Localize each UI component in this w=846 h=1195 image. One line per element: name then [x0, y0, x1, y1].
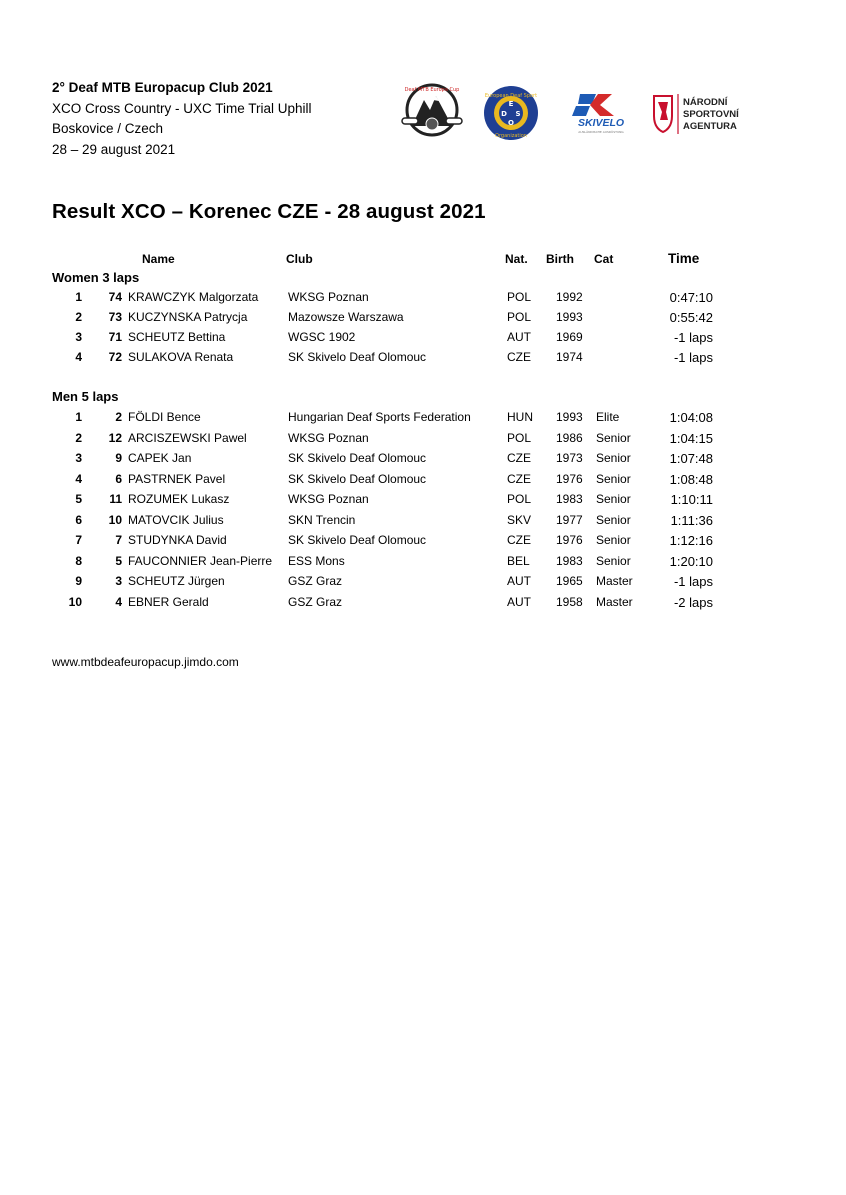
cell-cat: Senior: [596, 430, 631, 445]
cell-name: SULAKOVA Renata: [128, 350, 234, 364]
cell-pos: 5: [75, 492, 82, 506]
cell-name: SCHEUTZ Bettina: [128, 330, 226, 344]
skivelo-logo: [566, 92, 636, 136]
table-row: [0, 310, 846, 330]
cell-birth: 1983: [556, 553, 583, 568]
table-row: [0, 431, 846, 451]
col-header-cat: Cat: [594, 252, 614, 266]
cell-club: SK Skivelo Deaf Olomouc: [288, 533, 427, 547]
nsa-line3: AGENTURA: [683, 121, 737, 132]
cell-club: Hungarian Deaf Sports Federation: [288, 410, 471, 424]
cell-birth: 1977: [556, 512, 583, 527]
edso-logo: [480, 84, 542, 142]
table-row: [0, 350, 846, 370]
event-header: [52, 78, 312, 160]
cell-nat: AUT: [507, 574, 531, 588]
cell-pos: 2: [75, 310, 82, 324]
cell-time: 0:55:42: [669, 310, 713, 325]
cell-pos: 3: [75, 451, 82, 465]
cell-nat: SKV: [507, 512, 532, 527]
cell-club: SK Skivelo Deaf Olomouc: [288, 451, 427, 465]
cell-nat: AUT: [507, 594, 531, 609]
cell-nat: POL: [507, 310, 532, 324]
women-section-label: Women 3 laps: [52, 270, 140, 285]
men-section-label: Men 5 laps: [52, 389, 119, 404]
edso-letter-s: S: [515, 110, 521, 118]
col-header-time: Time: [668, 251, 700, 266]
cell-cat: Senior: [596, 553, 631, 568]
cell-cat: Senior: [596, 471, 631, 486]
cell-pos: 1: [75, 290, 82, 304]
cell-pos: 3: [75, 330, 82, 344]
cell-num: 7: [115, 533, 122, 547]
col-header-birth: Birth: [546, 252, 574, 266]
deaf-mtb-logo-text: Deaf MTB Europa Cup: [404, 87, 460, 93]
cell-club: SKN Trencin: [288, 512, 356, 527]
cell-num: 74: [108, 290, 122, 304]
cell-time: 1:12:16: [669, 533, 713, 548]
cell-name: FÖLDI Bence: [128, 410, 201, 424]
cell-birth: 1974: [556, 350, 583, 364]
cell-pos: 8: [75, 553, 82, 568]
table-row: [0, 451, 846, 471]
cell-nat: CZE: [507, 451, 531, 465]
cell-pos: 6: [75, 512, 82, 527]
cell-cat: Master: [596, 594, 633, 609]
cell-name: MATOVCIK Julius: [128, 512, 224, 527]
cell-name: ARCISZEWSKI Pawel: [128, 430, 247, 445]
cell-birth: 1992: [556, 290, 583, 304]
cell-num: 5: [115, 553, 122, 568]
cell-club: GSZ Graz: [288, 574, 343, 588]
cell-birth: 1969: [556, 330, 583, 344]
nsa-logo: [650, 90, 760, 138]
cell-cat: Senior: [596, 533, 631, 547]
cell-time: 1:07:48: [669, 451, 713, 466]
cell-pos: 1: [75, 410, 82, 424]
cell-nat: POL: [507, 290, 532, 304]
event-dates: 28 – 29 august 2021: [52, 141, 176, 157]
results-title: Result XCO – Korenec CZE - 28 august 2021: [52, 200, 486, 223]
table-row: [0, 330, 846, 350]
footer-website: www.mtbdeafeuropacup.jimdo.com: [52, 655, 239, 669]
cell-birth: 1973: [556, 451, 583, 465]
cell-cat: Senior: [596, 451, 631, 465]
cell-name: STUDYNKA David: [128, 533, 227, 547]
cell-cat: Senior: [596, 492, 631, 506]
table-row: [0, 574, 846, 594]
cell-pos: 10: [68, 594, 82, 609]
cell-num: 73: [108, 310, 122, 324]
cell-nat: CZE: [507, 471, 531, 486]
cell-time: 1:11:36: [670, 512, 713, 528]
cell-nat: CZE: [507, 533, 531, 547]
cell-nat: BEL: [507, 553, 530, 568]
cell-time: 1:04:08: [669, 410, 713, 425]
edso-letter-d: D: [501, 110, 507, 118]
cell-pos: 4: [75, 471, 82, 486]
table-row: [0, 410, 846, 430]
skivelo-wordmark: SKIVELO: [577, 117, 625, 129]
cell-time: 1:20:10: [669, 553, 713, 569]
cell-birth: 1976: [556, 533, 583, 547]
table-row: [0, 472, 846, 492]
table-row: [0, 492, 846, 512]
deaf-mtb-europacup-logo: [400, 82, 464, 142]
cell-name: EBNER Gerald: [128, 594, 209, 609]
cell-pos: 7: [75, 533, 82, 547]
cell-club: ESS Mons: [288, 553, 345, 568]
skivelo-subtitle: AUSLÄNDISCHE AUSRÜSTUNG: [578, 130, 624, 134]
cell-cat: Master: [596, 574, 633, 588]
table-row: [0, 595, 846, 615]
cell-birth: 1983: [556, 492, 583, 506]
cell-num: 4: [115, 594, 122, 609]
col-header-name: Name: [142, 252, 175, 266]
cell-club: WKSG Poznan: [288, 430, 369, 445]
cell-time: 1:04:15: [669, 430, 713, 446]
cell-birth: 1958: [556, 594, 583, 609]
event-location: Boskovice / Czech: [52, 121, 164, 136]
cell-cat: Elite: [596, 410, 620, 424]
cell-nat: HUN: [507, 410, 533, 424]
cell-name: CAPEK Jan: [128, 451, 192, 465]
cell-pos: 4: [75, 350, 82, 364]
cell-num: 3: [115, 574, 122, 588]
cell-num: 11: [109, 492, 122, 506]
edso-bottom-text: Organization: [495, 133, 527, 139]
cell-time: -1 laps: [673, 350, 713, 365]
cell-club: SK Skivelo Deaf Olomouc: [288, 350, 427, 364]
cell-name: KRAWCZYK Malgorzata: [128, 290, 259, 304]
cell-nat: POL: [507, 492, 532, 506]
cell-name: SCHEUTZ Jürgen: [128, 574, 225, 588]
cell-time: -2 laps: [673, 594, 713, 610]
cell-time: 1:10:11: [670, 492, 713, 507]
cell-name: ROZUMEK Lukasz: [128, 492, 230, 506]
cell-num: 9: [115, 451, 122, 465]
cell-club: GSZ Graz: [288, 594, 343, 609]
edso-letter-e: E: [508, 100, 514, 108]
cell-club: Mazowsze Warszawa: [288, 310, 404, 324]
cell-num: 12: [108, 430, 122, 445]
table-row: [0, 290, 846, 310]
cell-name: PASTRNEK Pavel: [128, 471, 226, 486]
cell-nat: CZE: [507, 350, 531, 364]
cell-time: 1:08:48: [669, 471, 713, 487]
cell-num: 71: [108, 330, 122, 344]
edso-letter-o: O: [508, 119, 514, 127]
cell-nat: AUT: [507, 330, 531, 344]
table-row: [0, 513, 846, 533]
cell-time: -1 laps: [673, 574, 713, 589]
cell-cat: Senior: [596, 512, 631, 527]
cell-time: 0:47:10: [669, 290, 713, 305]
sponsor-logos: [400, 82, 760, 142]
col-header-nat: Nat.: [505, 252, 528, 266]
cell-name: FAUCONNIER Jean-Pierre: [128, 553, 273, 568]
cell-pos: 2: [75, 430, 82, 445]
cell-name: KUCZYNSKA Patrycja: [128, 310, 248, 324]
cell-birth: 1986: [556, 430, 583, 445]
cell-birth: 1965: [556, 574, 583, 588]
cell-club: WGSC 1902: [288, 330, 356, 344]
cell-club: WKSG Poznan: [288, 492, 369, 506]
nsa-line1: NÁRODNÍ: [683, 97, 728, 108]
cell-club: SK Skivelo Deaf Olomouc: [288, 471, 427, 486]
event-disciplines: XCO Cross Country - UXC Time Trial Uphill: [52, 100, 312, 116]
cell-birth: 1993: [556, 310, 583, 324]
table-row: [0, 554, 846, 574]
cell-time: -1 laps: [673, 330, 713, 345]
table-row: [0, 533, 846, 553]
edso-top-text: European Deaf Sport: [484, 93, 538, 99]
cell-num: 2: [115, 410, 122, 424]
cell-birth: 1993: [556, 410, 583, 424]
cell-club: WKSG Poznan: [288, 290, 369, 304]
cell-num: 10: [108, 512, 122, 527]
cell-nat: POL: [507, 430, 532, 445]
cell-num: 6: [115, 471, 122, 486]
cell-num: 72: [108, 350, 122, 364]
cell-pos: 9: [75, 574, 82, 588]
cell-birth: 1976: [556, 471, 583, 486]
event-title: 2° Deaf MTB Europacup Club 2021: [52, 80, 273, 95]
nsa-line2: SPORTOVNÍ: [683, 109, 739, 120]
col-header-club: Club: [286, 252, 313, 266]
